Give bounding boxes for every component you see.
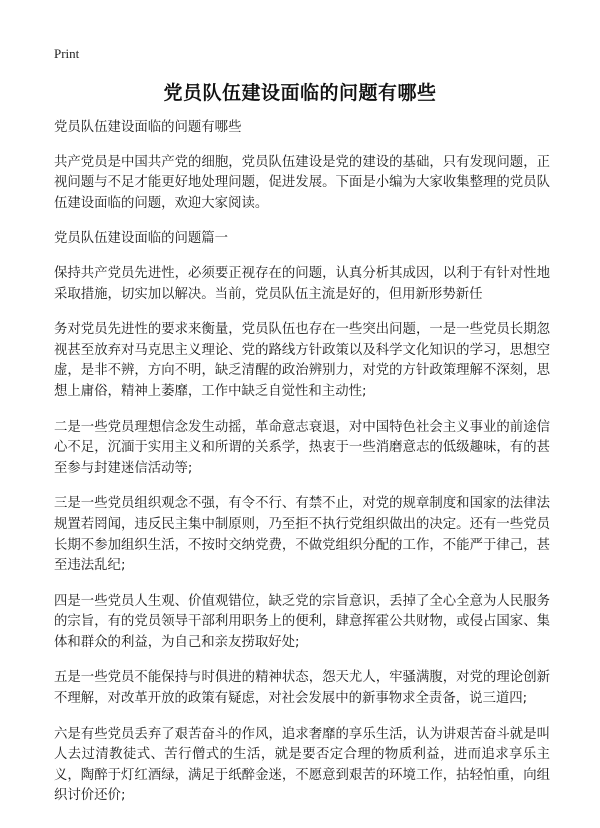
document-body [54, 118, 550, 822]
paragraph: 保持共产党员先进性，必须要正视存在的问题，认真分析其成因，以利于有针对性地采取措施，切实加以解决。当前，党员队伍主流是好的，但用新形势新任 [54, 265, 550, 302]
intro-paragraph: 共产党员是中国共产党的细胞，党员队伍建设是党的建设的基础，只有发现问题，正视问题与不足才能更好地处理问题，促进发展。下面是小编为大家收集整理的党员队伍建设面临的问题，欢迎大家阅读。 [54, 154, 550, 211]
section-heading: 党员队伍建设面临的问题篇一 [54, 231, 229, 247]
paragraph: 六是有些党员丢弃了艰苦奋斗的作风，追求奢靡的享乐生活，认为讲艰苦奋斗就是叫人去过清教徒式、苦行僧式的生活，就是要否定合理的物质利益，进而追求享乐主义，陶醉于灯红酒绿，满足于纸醉金迷，不愿意到艰苦的环境工作，拈轻怕重，向组织讨价还价; [54, 726, 550, 804]
paragraph: 二是一些党员理想信念发生动摇，革命意志衰退，对中国特色社会主义事业的前途信心不足，沉湎于实用主义和所谓的关系学，热衷于一些消磨意志的低级趣味，有的甚至参与封建迷信活动等; [54, 419, 550, 476]
paragraph: 五是一些党员不能保持与时俱进的精神状态，怨天尤人，牢骚满腹，对党的理论创新不理解，对改革开放的政策有疑虑，对社会发展中的新事物求全责备，说三道四; [54, 670, 550, 707]
page-title: 党员队伍建设面临的问题有哪些 [163, 82, 437, 104]
paragraph: 务对党员先进性的要求来衡量，党员队伍也存在一些突出问题，一是一些党员长期忽视甚至放弃对马克思主义理论、党的路线方针政策以及科学文化知识的学习，思想空虚，是非不辨，方向不明，缺乏清醒的政治辨别力，对党的方针政策理解不深刻，思想上庸俗，精神上萎靡，工作中缺乏自觉性和主动性; [54, 322, 550, 399]
print-label: Print [54, 46, 80, 61]
paragraph: 四是一些党员人生观、价值观错位，缺乏党的宗旨意识，丢掉了全心全意为人民服务的宗旨，有的党员领导干部利用职务上的便利，肆意挥霍公共财物，或侵占国家、集体和群众的利益，为自己和亲友捞取好处; [54, 593, 550, 650]
document-subtitle: 党员队伍建设面临的问题有哪些 [54, 120, 242, 135]
paragraph: 三是一些党员组织观念不强，有令不行、有禁不止，对党的规章制度和国家的法律法规置若罔闻，违反民主集中制原则，乃至拒不执行党组织做出的决定。还有一些党员长期不参加组织生活，不按时交纳党费，不做党组织分配的工作，不能严于律己，甚至违法乱纪; [54, 496, 550, 574]
